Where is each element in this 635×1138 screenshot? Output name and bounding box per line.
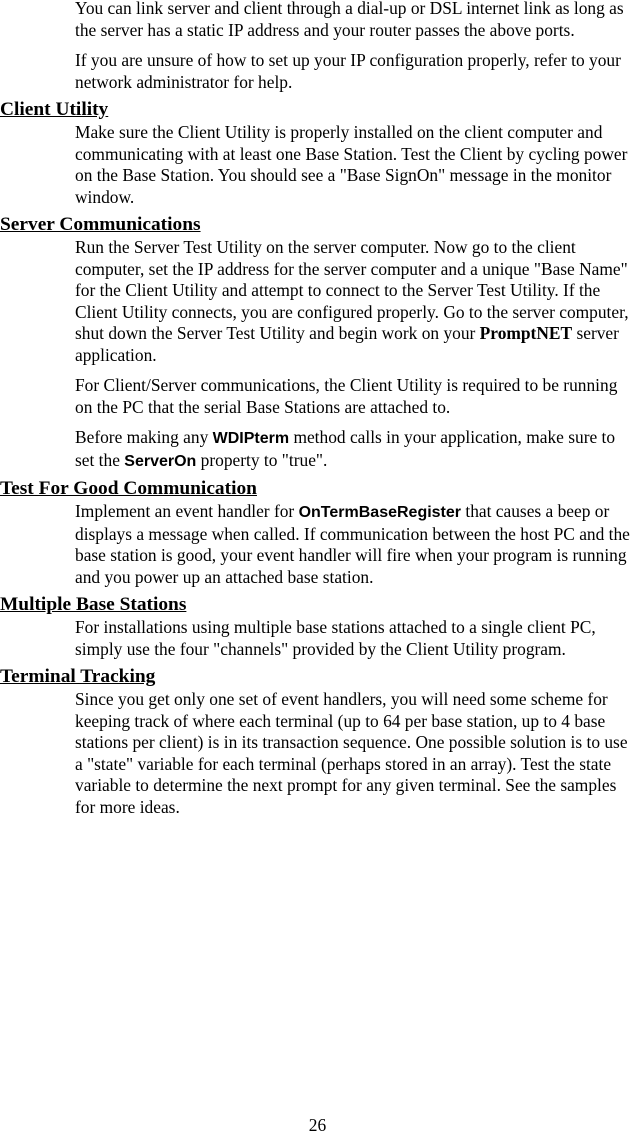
test-p1-text-c: that causes a beep or displays a message when called. If communication between the host PC and the base station is good, your event handler will fire when your program is running and you power up an attached base station. — [75, 501, 630, 587]
server-p3-text-c: method calls in your application, make sure to set the — [75, 427, 616, 470]
server-paragraph-text-b: server application. — [75, 323, 619, 365]
intro-paragraph-2: If you are unsure of how to set up your IP configuration properly, refer to your network administrator for help. — [75, 50, 621, 92]
section-heading-terminal-tracking: Terminal Tracking — [0, 666, 156, 687]
promptnet-term: PromptNET — [479, 323, 573, 343]
server-p3-text-e: property to "true". — [196, 449, 328, 470]
server-communications-paragraph-2: For Client/Server communications, the Client Utility is required to be running on the PC that the serial Base Stations are attached to. — [75, 375, 618, 417]
section-heading-test-communication: Test For Good Communication — [0, 478, 257, 499]
terminal-tracking-paragraph: Since you get only one set of event handlers, you will need some scheme for keeping track of where each terminal (up to 64 per base station, up to 4 base stations per client) is in its transaction sequence. One possible solution is to use a "state" variable for each terminal (perhaps stored in an array). Test the state variable to determine the next prompt for any given terminal. See the samples for more ideas. — [75, 689, 628, 817]
section-heading-client-utility: Client Utility — [0, 99, 109, 120]
wdipterm-term: WDIPterm — [212, 430, 290, 447]
multiple-base-stations-paragraph: For installations using multiple base stations attached to a single client PC, simply use the four "channels" provided by the Client Utility program. — [75, 617, 596, 659]
section-heading-server-communications: Server Communications — [0, 214, 201, 235]
client-utility-paragraph: Make sure the Client Utility is properly installed on the client computer and communicating with at least one Base Station. Test the Client by cycling power on the Base Station. You should see a "Base SignOn" message in the monitor window. — [75, 122, 628, 207]
test-communication-paragraph — [0, 501, 635, 588]
ontermbaseregister-term: OnTermBaseRegister — [298, 504, 462, 521]
page-number: 26 — [308, 1115, 327, 1135]
serveron-term: ServerOn — [124, 452, 197, 470]
server-communications-paragraph-3 — [0, 427, 635, 472]
test-p1-text-a: Implement an event handler for — [75, 501, 299, 521]
intro-paragraph-1: You can link server and client through a dial-up or DSL internet link as long as the server has a static IP address and your router passes the above ports. — [75, 0, 624, 40]
server-paragraph-text-a: Run the Server Test Utility on the server computer. Now go to the client computer, set the IP address for the server computer and a unique "Base Name" for the Client Utility and attempt to connect to the Server Test Utility. If the Client Utility connects, you are configured properly. Go to the server computer, shut down the Server Test Utility and begin work on your — [75, 237, 629, 343]
server-communications-paragraph-1 — [0, 237, 635, 366]
section-heading-multiple-base-stations: Multiple Base Stations — [0, 594, 187, 615]
server-p3-text-a: Before making any — [75, 427, 213, 447]
